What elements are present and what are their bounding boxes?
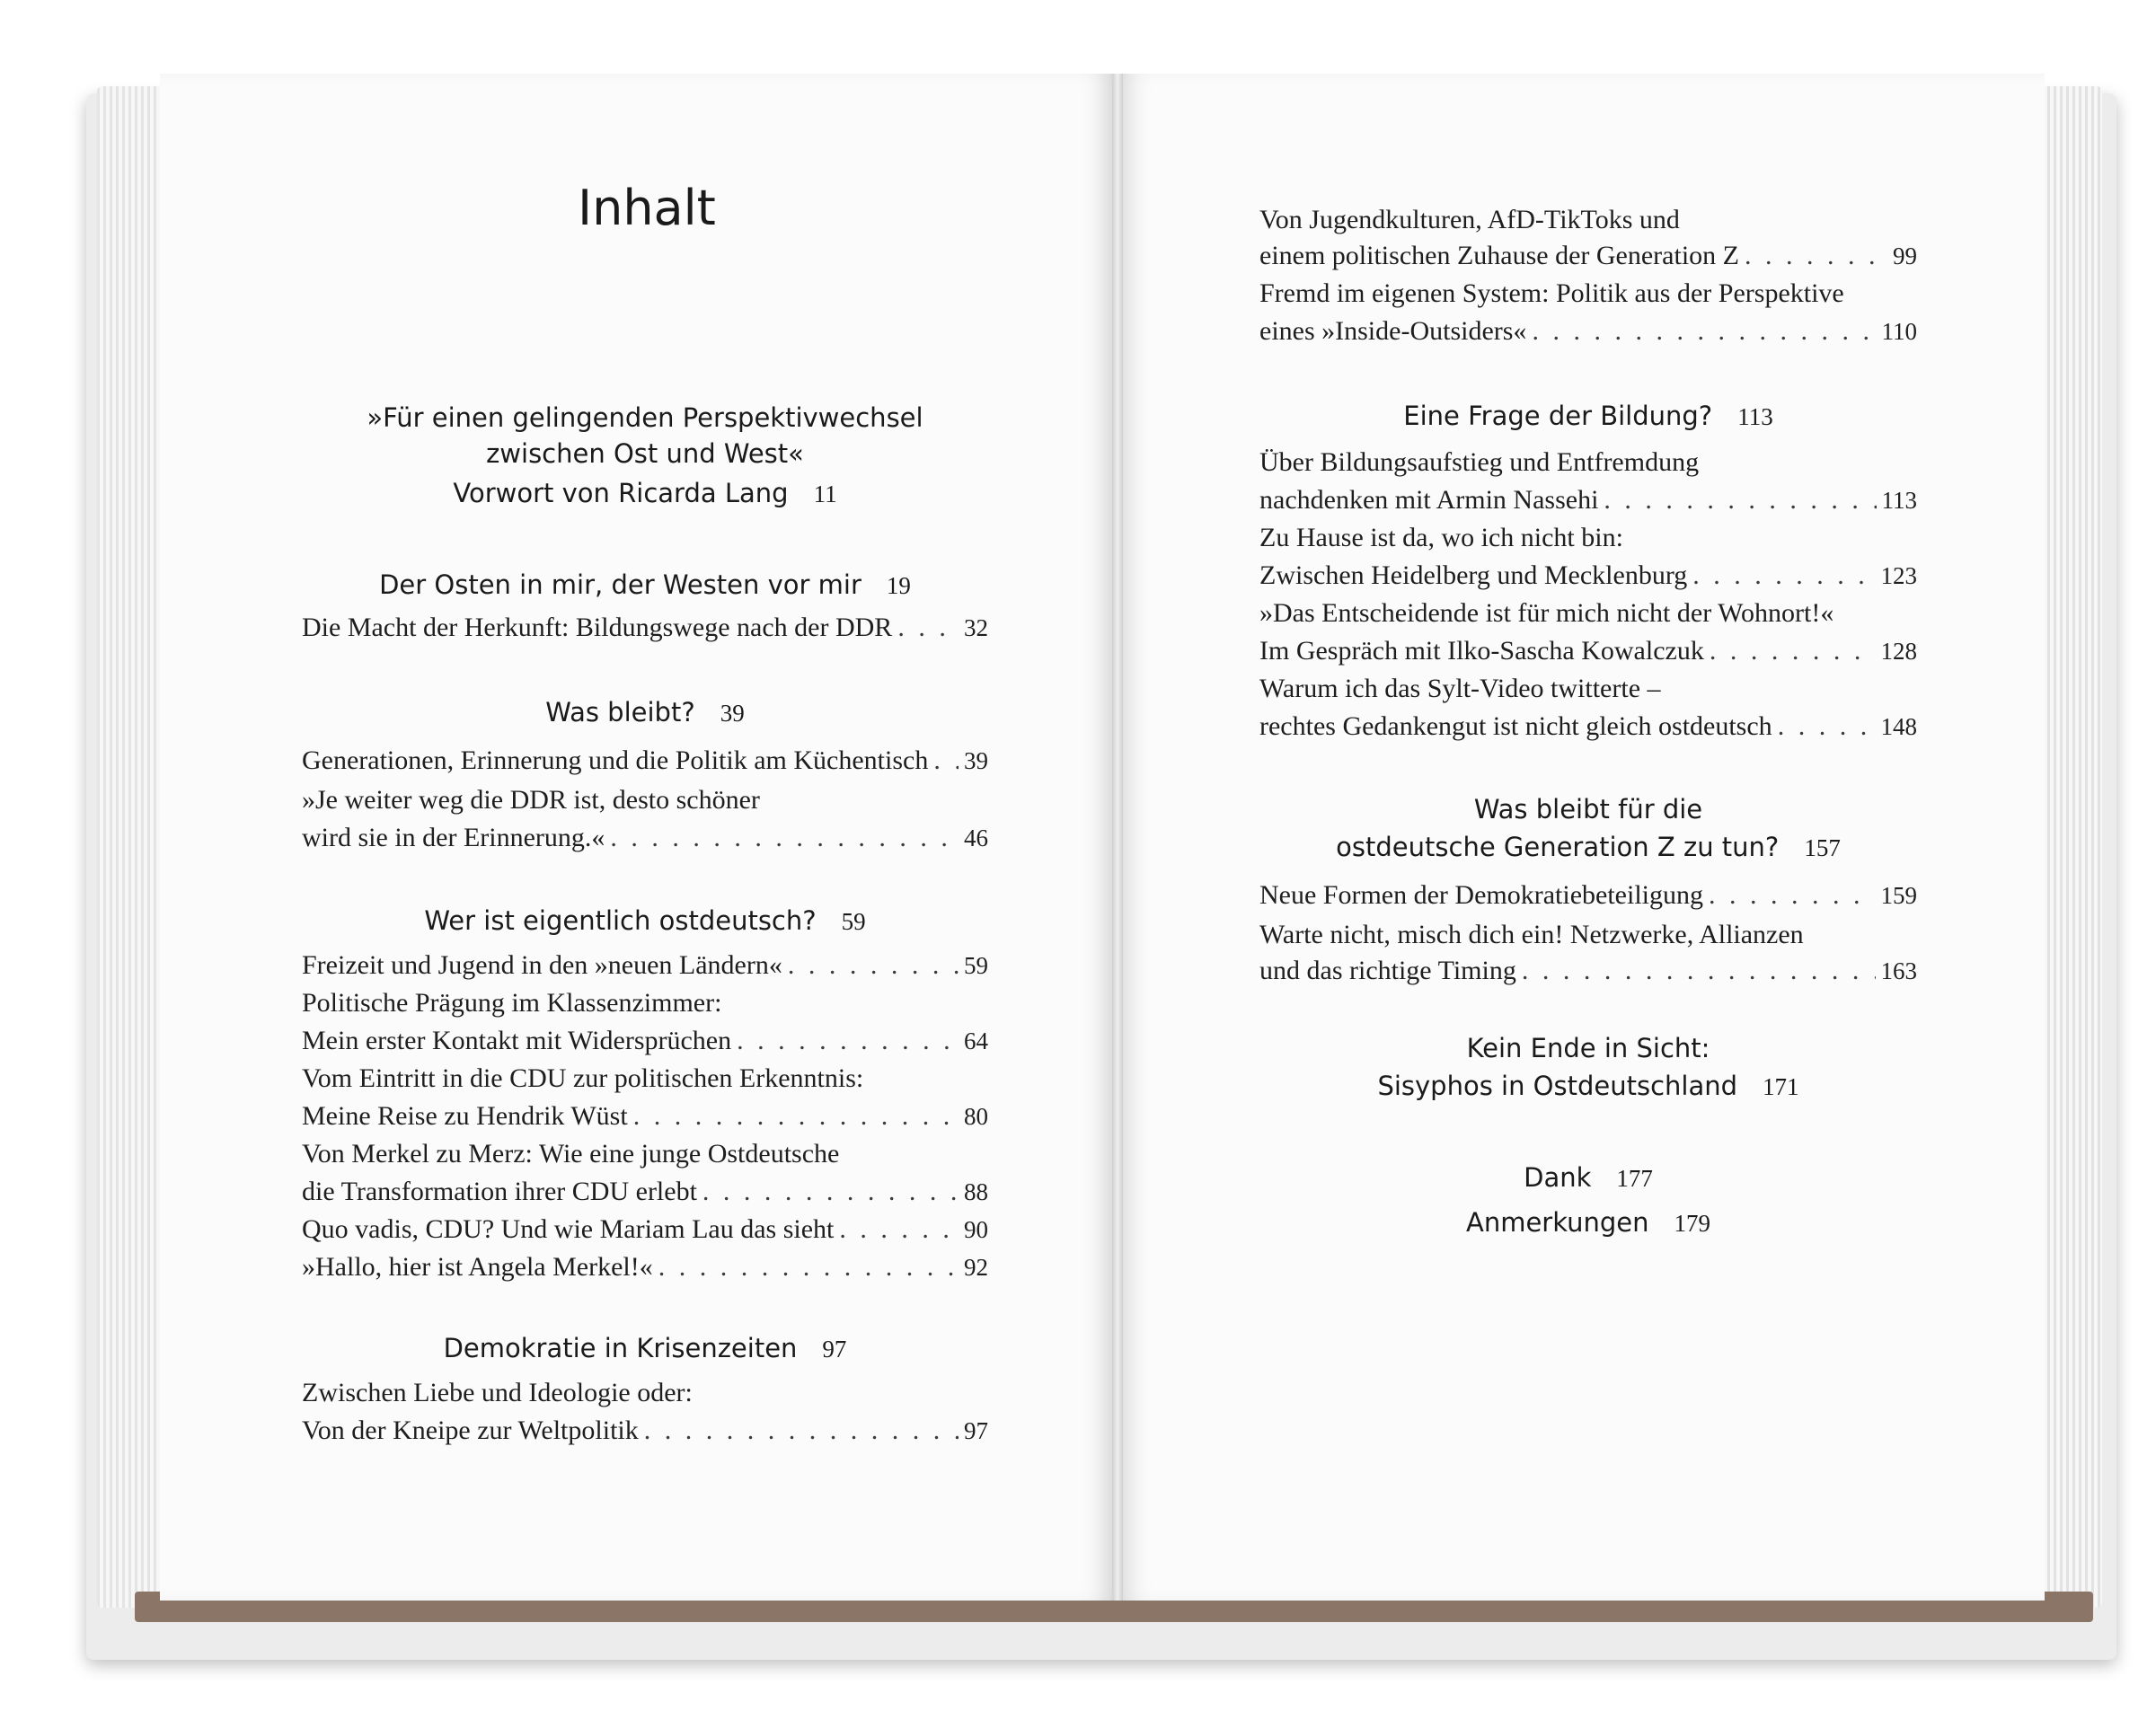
section-heading: Kein Ende in Sicht: [1466, 1033, 1710, 1063]
section-heading: Was bleibt? 39 [545, 697, 745, 728]
section-heading: Anmerkungen 179 [1465, 1207, 1711, 1238]
page-number: 157 [1804, 834, 1841, 861]
section-heading: zwischen Ost und West« [486, 438, 804, 469]
toc-entry[interactable]: und das richtige Timing . . . 163 [1259, 956, 1917, 986]
toc-entry[interactable]: Generationen, Erinnerung und die Politik am Küchentisch . . . 39 [302, 745, 988, 776]
page-number: 113 [1737, 403, 1773, 430]
toc-entry[interactable]: Quo vadis, CDU? Und wie Mariam Lau das sieht . . . 90 [302, 1214, 988, 1245]
toc-entry[interactable]: rechtes Gedankengut ist nicht gleich ostdeutsch . . . 148 [1259, 711, 1917, 742]
section-heading: Dank 177 [1524, 1162, 1653, 1193]
page-number: 11 [813, 481, 837, 507]
toc-entry-line: Warte nicht, misch dich ein! Netzwerke, Allianzen [1259, 920, 1804, 949]
toc-entry-line: Warum ich das Sylt-Video twitterte – [1259, 674, 1661, 703]
toc-entry[interactable]: Zwischen Heidelberg und Mecklenburg . . . 123 [1259, 560, 1917, 591]
toc-entry[interactable]: Mein erster Kontakt mit Widersprüchen . . . 64 [302, 1026, 988, 1056]
section-heading: Sisyphos in Ostdeutschland 171 [1377, 1071, 1799, 1101]
page-number: 97 [822, 1336, 847, 1363]
toc-entry-line: Zwischen Liebe und Ideologie oder: [302, 1378, 693, 1407]
toc-entry-line: »Das Entscheidende ist für mich nicht der Wohnort!« [1259, 598, 1834, 628]
section-heading: Der Osten in mir, der Westen vor mir 19 [379, 569, 911, 600]
toc-entry[interactable]: Im Gespräch mit Ilko-Sascha Kowalczuk . . . 128 [1259, 636, 1917, 666]
toc-entry[interactable]: Von der Kneipe zur Weltpolitik . . . 97 [302, 1416, 988, 1446]
section-heading: Wer ist eigentlich ostdeutsch? 59 [424, 905, 866, 936]
section-heading: Demokratie in Krisenzeiten 97 [443, 1333, 847, 1363]
toc-entry[interactable]: Freizeit und Jugend in den »neuen Ländern« . . . 59 [302, 950, 988, 981]
toc-entry[interactable]: einem politischen Zuhause der Generation Z . . . 99 [1259, 241, 1917, 271]
book-gutter [1112, 74, 1123, 1601]
section-heading: Vorwort von Ricarda Lang 11 [453, 478, 837, 508]
toc-entry[interactable]: »Hallo, hier ist Angela Merkel!« . . . 92 [302, 1252, 988, 1283]
toc-entry-line: Zu Hause ist da, wo ich nicht bin: [1259, 523, 1623, 552]
toc-entry[interactable]: wird sie in der Erinnerung.« . . . 46 [302, 823, 988, 853]
toc-entry-line: Von Jugendkulturen, AfD-TikToks und [1259, 205, 1680, 234]
page-number: 177 [1616, 1165, 1653, 1192]
page-title: Inhalt [578, 180, 716, 236]
page-number: 39 [720, 700, 745, 727]
toc-entry-line: Vom Eintritt in die CDU zur politischen Erkenntnis: [302, 1063, 864, 1093]
toc-entry[interactable]: die Transformation ihrer CDU erlebt . . . 88 [302, 1177, 988, 1207]
section-heading: »Für einen gelingenden Perspektivwechsel [367, 402, 923, 433]
page-number: 19 [886, 572, 911, 599]
page-number: 179 [1674, 1210, 1711, 1237]
toc-entry[interactable]: nachdenken mit Armin Nassehi . . . 113 [1259, 485, 1917, 516]
toc-entry-line: Politische Prägung im Klassenzimmer: [302, 988, 722, 1018]
left-page-stack [97, 86, 169, 1608]
section-heading: ostdeutsche Generation Z zu tun? 157 [1336, 832, 1841, 862]
toc-entry[interactable]: eines »Inside-Outsiders« . . . 110 [1259, 316, 1917, 347]
toc-entry-line: Über Bildungsaufstieg und Entfremdung [1259, 447, 1700, 477]
toc-entry[interactable]: Neue Formen der Demokratiebeteiligung . . . 159 [1259, 880, 1917, 911]
section-heading: Was bleibt für die [1473, 794, 1703, 825]
toc-entry[interactable]: Meine Reise zu Hendrik Wüst . . . 80 [302, 1101, 988, 1132]
toc-entry[interactable]: Die Macht der Herkunft: Bildungswege nach der DDR . . . 32 [302, 613, 988, 643]
page-number: 59 [841, 908, 866, 935]
toc-entry-line: Von Merkel zu Merz: Wie eine junge Ostdeutsche [302, 1139, 840, 1169]
toc-entry-line: Fremd im eigenen System: Politik aus der Perspektive [1259, 278, 1844, 308]
toc-entry-line: »Je weiter weg die DDR ist, desto schöner [302, 785, 760, 815]
section-heading: Eine Frage der Bildung? 113 [1403, 401, 1773, 431]
page-number: 171 [1763, 1073, 1799, 1100]
